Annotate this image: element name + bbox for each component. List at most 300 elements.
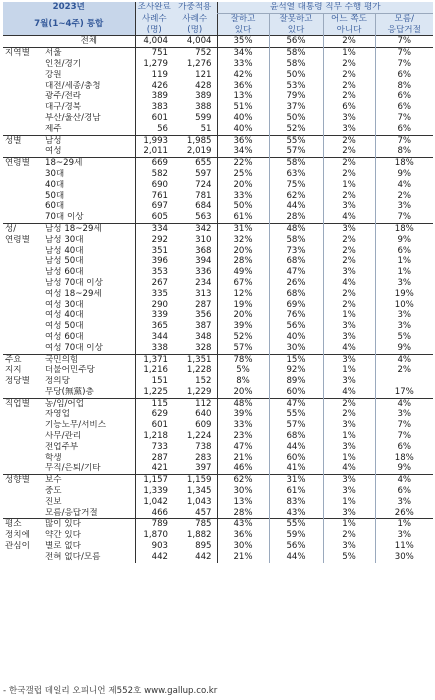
negative-pct: 31% bbox=[269, 475, 323, 486]
table-row bbox=[3, 59, 433, 70]
completed-count: 733 bbox=[135, 442, 173, 453]
negative-pct: 50% bbox=[269, 113, 323, 124]
group-label: 성별 bbox=[3, 135, 43, 146]
table-row bbox=[3, 343, 433, 354]
negative-pct: 63% bbox=[269, 169, 323, 180]
row-label: 남성 70대 이상 bbox=[45, 277, 103, 288]
group-label bbox=[3, 146, 43, 157]
unknown-pct: 2% bbox=[375, 365, 433, 376]
weighted-count: 4,004 bbox=[173, 36, 217, 48]
positive-pct: 20% bbox=[217, 246, 269, 257]
negative-pct: 47% bbox=[269, 398, 323, 409]
positive-pct: 21% bbox=[217, 552, 269, 563]
unknown-pct: 19% bbox=[375, 289, 433, 300]
unknown-pct: 7% bbox=[375, 36, 433, 48]
table-row bbox=[3, 354, 433, 365]
group-label bbox=[3, 453, 43, 464]
completed-count: 115 bbox=[135, 398, 173, 409]
positive-pct: 47% bbox=[217, 442, 269, 453]
unknown-pct: 1% bbox=[375, 256, 433, 267]
table-row bbox=[3, 158, 433, 169]
unknown-pct: 3% bbox=[375, 409, 433, 420]
weighted-count: 234 bbox=[195, 277, 212, 288]
unknown-pct: 3% bbox=[375, 321, 433, 332]
unknown-pct: 3% bbox=[375, 201, 433, 212]
completed-count: 335 bbox=[135, 289, 173, 300]
group-label bbox=[3, 442, 43, 453]
group-label bbox=[3, 387, 43, 398]
unknown-pct: 18% bbox=[375, 453, 433, 464]
negative-pct: 79% bbox=[269, 91, 323, 102]
completed-count: 582 bbox=[135, 169, 173, 180]
positive-pct: 39% bbox=[217, 409, 269, 420]
completed-count: 334 bbox=[135, 223, 173, 234]
neutral-pct: 3% bbox=[323, 113, 375, 124]
table-row bbox=[3, 442, 433, 453]
table-row bbox=[3, 530, 433, 541]
neutral-pct: 4% bbox=[323, 212, 375, 223]
positive-pct: 12% bbox=[217, 289, 269, 300]
table-row bbox=[3, 475, 433, 486]
group-label bbox=[3, 289, 43, 300]
table-row bbox=[3, 365, 433, 376]
group-label bbox=[3, 212, 43, 223]
negative-pct: 50% bbox=[269, 70, 323, 81]
weighted-count: 655 bbox=[173, 158, 217, 169]
group-label bbox=[3, 278, 43, 289]
positive-pct: 78% bbox=[217, 354, 269, 365]
table-row bbox=[3, 519, 433, 530]
row-label: 여성 40대 bbox=[45, 310, 84, 321]
group-label: 성향별 bbox=[3, 475, 43, 486]
weighted-count: 121 bbox=[195, 69, 212, 80]
table-row bbox=[3, 486, 433, 497]
negative-pct: 58% bbox=[269, 48, 323, 59]
group-label bbox=[3, 169, 43, 180]
neutral-pct: 3% bbox=[323, 376, 375, 387]
negative-pct: 62% bbox=[269, 191, 323, 202]
group-label bbox=[3, 343, 43, 354]
neutral-pct: 2% bbox=[323, 91, 375, 102]
weighted-count: 457 bbox=[195, 507, 212, 518]
positive-pct: 40% bbox=[217, 113, 269, 124]
negative-pct: 41% bbox=[269, 463, 323, 474]
table-row bbox=[3, 332, 433, 343]
unknown-pct: 9% bbox=[375, 343, 433, 354]
unknown-pct: 6% bbox=[375, 70, 433, 81]
negative-pct: 57% bbox=[269, 420, 323, 431]
weighted-count: 51 bbox=[200, 123, 212, 134]
group-label: 성/ bbox=[3, 223, 43, 234]
unknown-pct: 7% bbox=[375, 48, 433, 59]
table-row bbox=[3, 552, 433, 563]
neutral-pct: 3% bbox=[323, 541, 375, 552]
weighted-count: 597 bbox=[195, 168, 212, 179]
negative-pct: 60% bbox=[269, 453, 323, 464]
table-row bbox=[3, 256, 433, 267]
unknown-pct: 9% bbox=[375, 463, 433, 474]
positive-pct: 43% bbox=[217, 519, 269, 530]
neutral-pct: 1% bbox=[323, 431, 375, 442]
positive-pct: 31% bbox=[217, 223, 269, 234]
negative-pct: 56% bbox=[269, 36, 323, 48]
weighted-count: 1,043 bbox=[186, 496, 212, 507]
completed-count: 1,218 bbox=[135, 431, 173, 442]
completed-count: 4,004 bbox=[135, 36, 173, 48]
positive-pct: 61% bbox=[217, 212, 269, 223]
row-label: 30대 bbox=[45, 168, 65, 179]
row-label: 대구/경북 bbox=[45, 102, 82, 113]
unknown-pct: 2% bbox=[375, 191, 433, 202]
group-label bbox=[3, 552, 43, 563]
row-label: 별로 없다 bbox=[45, 541, 81, 552]
neutral-pct: 1% bbox=[323, 48, 375, 59]
table-row bbox=[3, 169, 433, 180]
row-label: 더불어민주당 bbox=[45, 365, 95, 376]
group-label bbox=[3, 70, 43, 81]
neutral-pct: 4% bbox=[323, 278, 375, 289]
negative-pct: 28% bbox=[269, 212, 323, 223]
row-label: 사무/관리 bbox=[45, 431, 82, 442]
table-row bbox=[3, 398, 433, 409]
completed-count: 1,157 bbox=[135, 475, 173, 486]
neutral-pct: 1% bbox=[323, 453, 375, 464]
unknown-pct: 7% bbox=[375, 420, 433, 431]
completed-count: 751 bbox=[135, 48, 173, 59]
unknown-pct: 5% bbox=[375, 332, 433, 343]
row-label: 많이 있다 bbox=[43, 519, 135, 530]
col-completed-label: 조사완료 bbox=[135, 2, 173, 13]
positive-pct: 32% bbox=[217, 235, 269, 246]
group-label bbox=[3, 332, 43, 343]
positive-pct: 20% bbox=[217, 180, 269, 191]
row-label: 보수 bbox=[43, 475, 135, 486]
negative-pct: 44% bbox=[269, 552, 323, 563]
row-label: 50대 bbox=[45, 190, 65, 201]
negative-pct: 58% bbox=[269, 235, 323, 246]
neutral-pct: 2% bbox=[323, 235, 375, 246]
total-row bbox=[3, 36, 433, 48]
unknown-pct: 6% bbox=[375, 102, 433, 113]
group-label: 주요 bbox=[3, 354, 43, 365]
negative-pct: 68% bbox=[269, 289, 323, 300]
weighted-count: 599 bbox=[195, 112, 212, 123]
table-row bbox=[3, 508, 433, 519]
weighted-count: 1,276 bbox=[186, 58, 212, 69]
completed-count: 290 bbox=[135, 300, 173, 311]
neutral-pct: 3% bbox=[323, 442, 375, 453]
unknown-pct: 3% bbox=[375, 497, 433, 508]
opt-neutral-1: 어느 쪽도 bbox=[323, 13, 375, 24]
completed-count: 339 bbox=[135, 310, 173, 321]
completed-count: 426 bbox=[135, 81, 173, 92]
weighted-count: 388 bbox=[195, 102, 212, 113]
negative-pct: 56% bbox=[269, 541, 323, 552]
unknown-pct: 17% bbox=[375, 387, 433, 398]
row-label: 무직/은퇴/기타 bbox=[45, 463, 101, 474]
negative-pct: 40% bbox=[269, 332, 323, 343]
negative-pct: 83% bbox=[269, 497, 323, 508]
opt-positive-1: 잘하고 bbox=[217, 13, 269, 24]
weighted-count: 283 bbox=[195, 452, 212, 463]
table-row bbox=[3, 289, 433, 300]
weighted-count: 1,159 bbox=[173, 475, 217, 486]
negative-pct: 76% bbox=[269, 310, 323, 321]
neutral-pct: 3% bbox=[323, 354, 375, 365]
weighted-count: 342 bbox=[173, 223, 217, 234]
unknown-pct bbox=[375, 376, 433, 387]
neutral-pct: 2% bbox=[323, 191, 375, 202]
group-label bbox=[3, 431, 43, 442]
negative-pct: 89% bbox=[269, 376, 323, 387]
weighted-count: 442 bbox=[195, 551, 212, 562]
unknown-pct: 6% bbox=[375, 442, 433, 453]
unknown-pct: 6% bbox=[375, 246, 433, 257]
weighted-count: 1,229 bbox=[186, 386, 212, 397]
neutral-pct: 2% bbox=[323, 530, 375, 541]
weighted-count: 895 bbox=[195, 541, 212, 552]
neutral-pct: 3% bbox=[323, 420, 375, 431]
row-label: 무당(無黨)층 bbox=[45, 386, 94, 397]
completed-count: 601 bbox=[135, 420, 173, 431]
row-label: 광주/전라 bbox=[45, 91, 82, 102]
weighted-count: 563 bbox=[195, 212, 212, 223]
table-row bbox=[3, 376, 433, 387]
positive-pct: 13% bbox=[217, 91, 269, 102]
group-label bbox=[3, 81, 43, 92]
unknown-pct: 7% bbox=[375, 135, 433, 146]
group-label: 지지 bbox=[5, 365, 22, 376]
neutral-pct: 2% bbox=[323, 146, 375, 157]
row-label: 자영업 bbox=[45, 409, 70, 420]
row-label: 18~29세 bbox=[43, 158, 135, 169]
neutral-pct: 4% bbox=[323, 463, 375, 474]
positive-pct: 5% bbox=[217, 365, 269, 376]
positive-pct: 25% bbox=[217, 169, 269, 180]
completed-count: 396 bbox=[135, 256, 173, 267]
unknown-pct: 10% bbox=[375, 300, 433, 311]
weighted-count: 738 bbox=[195, 441, 212, 452]
completed-count: 669 bbox=[135, 158, 173, 169]
positive-pct: 19% bbox=[217, 300, 269, 311]
negative-pct: 69% bbox=[269, 300, 323, 311]
table-row bbox=[3, 91, 433, 102]
row-label: 남성 18~29세 bbox=[43, 223, 135, 234]
negative-pct: 60% bbox=[269, 387, 323, 398]
group-label: 지역별 bbox=[3, 48, 43, 59]
weighted-count: 609 bbox=[195, 420, 212, 431]
completed-count: 466 bbox=[135, 508, 173, 519]
negative-pct: 58% bbox=[269, 158, 323, 169]
completed-count: 344 bbox=[135, 332, 173, 343]
group-label bbox=[3, 300, 43, 311]
completed-count: 1,216 bbox=[135, 365, 173, 376]
weighted-count: 336 bbox=[195, 267, 212, 278]
row-label: 70대 이상 bbox=[45, 212, 84, 223]
completed-count: 1,225 bbox=[135, 387, 173, 398]
completed-count: 1,371 bbox=[135, 354, 173, 365]
table-row bbox=[3, 431, 433, 442]
positive-pct: 52% bbox=[217, 332, 269, 343]
table-row bbox=[3, 321, 433, 332]
neutral-pct: 1% bbox=[323, 519, 375, 530]
group-label: 직업별 bbox=[3, 398, 43, 409]
unknown-pct: 1% bbox=[375, 267, 433, 278]
negative-pct: 59% bbox=[269, 530, 323, 541]
neutral-pct: 2% bbox=[323, 409, 375, 420]
row-label: 여성 bbox=[45, 146, 62, 157]
weighted-count: 1,882 bbox=[186, 530, 212, 541]
col-weighted-sub: 사례수 bbox=[173, 13, 217, 24]
unknown-pct: 3% bbox=[375, 310, 433, 321]
row-label: 인천/경기 bbox=[45, 58, 82, 69]
completed-count: 2,011 bbox=[135, 146, 173, 157]
group-label bbox=[3, 463, 43, 474]
negative-pct: 30% bbox=[269, 343, 323, 354]
neutral-pct: 2% bbox=[323, 169, 375, 180]
neutral-pct: 2% bbox=[323, 256, 375, 267]
table-row bbox=[3, 246, 433, 257]
completed-count: 1,993 bbox=[135, 135, 173, 146]
positive-pct: 39% bbox=[217, 321, 269, 332]
row-label: 60대 bbox=[45, 201, 65, 212]
negative-pct: 92% bbox=[269, 365, 323, 376]
neutral-pct: 2% bbox=[323, 398, 375, 409]
table-row bbox=[3, 235, 433, 246]
completed-count: 56 bbox=[135, 124, 173, 135]
positive-pct: 36% bbox=[217, 81, 269, 92]
table-row bbox=[3, 453, 433, 464]
col-completed-sub: 사례수 bbox=[135, 13, 173, 24]
source-footer: - 한국갤럽 데일리 오피니언 제552호 www.gallup.co.kr bbox=[3, 686, 218, 696]
table-row bbox=[3, 463, 433, 474]
positive-pct: 48% bbox=[217, 398, 269, 409]
group-label bbox=[3, 420, 43, 431]
neutral-pct: 6% bbox=[323, 102, 375, 113]
group-label bbox=[3, 59, 43, 70]
table-row bbox=[3, 102, 433, 113]
group-label bbox=[3, 321, 43, 332]
row-label: 모름/응답거절 bbox=[45, 507, 98, 518]
neutral-pct: 1% bbox=[323, 497, 375, 508]
completed-count: 442 bbox=[135, 552, 173, 563]
row-label: 제주 bbox=[45, 123, 62, 134]
table-row bbox=[3, 278, 433, 289]
row-label: 남성 40대 bbox=[45, 245, 84, 256]
row-label: 부산/울산/경남 bbox=[45, 112, 101, 123]
neutral-pct: 2% bbox=[323, 135, 375, 146]
row-label: 여성 18~29세 bbox=[45, 288, 102, 299]
opt-positive-2: 있다 bbox=[217, 25, 269, 36]
positive-pct: 50% bbox=[217, 201, 269, 212]
positive-pct: 40% bbox=[217, 124, 269, 135]
positive-pct: 21% bbox=[217, 453, 269, 464]
group-label bbox=[3, 486, 43, 497]
table-row bbox=[3, 146, 433, 157]
weighted-count: 684 bbox=[195, 201, 212, 212]
negative-pct: 37% bbox=[269, 102, 323, 113]
unknown-pct: 7% bbox=[375, 113, 433, 124]
group-label: 평소 bbox=[3, 519, 43, 530]
completed-count: 601 bbox=[135, 113, 173, 124]
positive-pct: 49% bbox=[217, 267, 269, 278]
row-label: 여성 50대 bbox=[45, 321, 84, 332]
row-label: 전체 bbox=[43, 36, 135, 48]
negative-pct: 44% bbox=[269, 201, 323, 212]
table-row bbox=[3, 223, 433, 234]
weighted-count: 428 bbox=[195, 80, 212, 91]
positive-pct: 62% bbox=[217, 475, 269, 486]
row-label: 여성 60대 bbox=[45, 331, 84, 342]
completed-count: 903 bbox=[135, 541, 173, 552]
table-row bbox=[3, 201, 433, 212]
neutral-pct: 2% bbox=[323, 59, 375, 70]
negative-pct: 55% bbox=[269, 135, 323, 146]
row-label: 정의당 bbox=[45, 376, 70, 387]
negative-pct: 44% bbox=[269, 442, 323, 453]
unknown-pct: 6% bbox=[375, 91, 433, 102]
unknown-pct: 4% bbox=[375, 180, 433, 191]
neutral-pct: 4% bbox=[323, 343, 375, 354]
completed-count: 1,279 bbox=[135, 59, 173, 70]
unknown-pct: 4% bbox=[375, 398, 433, 409]
weighted-count: 1,345 bbox=[186, 486, 212, 497]
neutral-pct: 2% bbox=[323, 81, 375, 92]
unknown-pct: 1% bbox=[375, 519, 433, 530]
row-label: 국민의힘 bbox=[43, 354, 135, 365]
completed-count: 690 bbox=[135, 180, 173, 191]
neutral-pct: 1% bbox=[323, 365, 375, 376]
unknown-pct: 11% bbox=[375, 541, 433, 552]
row-label: 남성 30대 bbox=[45, 234, 84, 245]
positive-pct: 28% bbox=[217, 508, 269, 519]
weighted-count: 389 bbox=[195, 91, 212, 102]
negative-pct: 47% bbox=[269, 267, 323, 278]
positive-pct: 33% bbox=[217, 420, 269, 431]
weighted-count: 152 bbox=[195, 376, 212, 387]
weighted-count: 640 bbox=[195, 409, 212, 420]
weighted-count: 1,228 bbox=[186, 365, 212, 376]
unknown-pct: 3% bbox=[375, 278, 433, 289]
unknown-pct: 3% bbox=[375, 530, 433, 541]
completed-count: 697 bbox=[135, 201, 173, 212]
positive-pct: 30% bbox=[217, 541, 269, 552]
negative-pct: 26% bbox=[269, 278, 323, 289]
group-label bbox=[3, 91, 43, 102]
col-completed-unit: (명) bbox=[135, 25, 173, 36]
table-row bbox=[3, 113, 433, 124]
negative-pct: 55% bbox=[269, 409, 323, 420]
weighted-count: 368 bbox=[195, 245, 212, 256]
neutral-pct: 2% bbox=[323, 289, 375, 300]
neutral-pct: 2% bbox=[323, 158, 375, 169]
weighted-count: 310 bbox=[195, 234, 212, 245]
row-label: 농/임/어업 bbox=[43, 398, 135, 409]
row-label: 전혀 없다/모름 bbox=[45, 551, 101, 562]
unknown-pct: 4% bbox=[375, 354, 433, 365]
neutral-pct: 3% bbox=[323, 486, 375, 497]
row-label: 진보 bbox=[45, 496, 62, 507]
neutral-pct: 2% bbox=[323, 70, 375, 81]
weighted-count: 724 bbox=[195, 179, 212, 190]
weighted-count: 1,224 bbox=[186, 431, 212, 442]
row-label: 전업주부 bbox=[45, 441, 79, 452]
positive-pct: 33% bbox=[217, 59, 269, 70]
weighted-count: 781 bbox=[195, 190, 212, 201]
table-row bbox=[3, 180, 433, 191]
table-row bbox=[3, 310, 433, 321]
unknown-pct: 6% bbox=[375, 124, 433, 135]
